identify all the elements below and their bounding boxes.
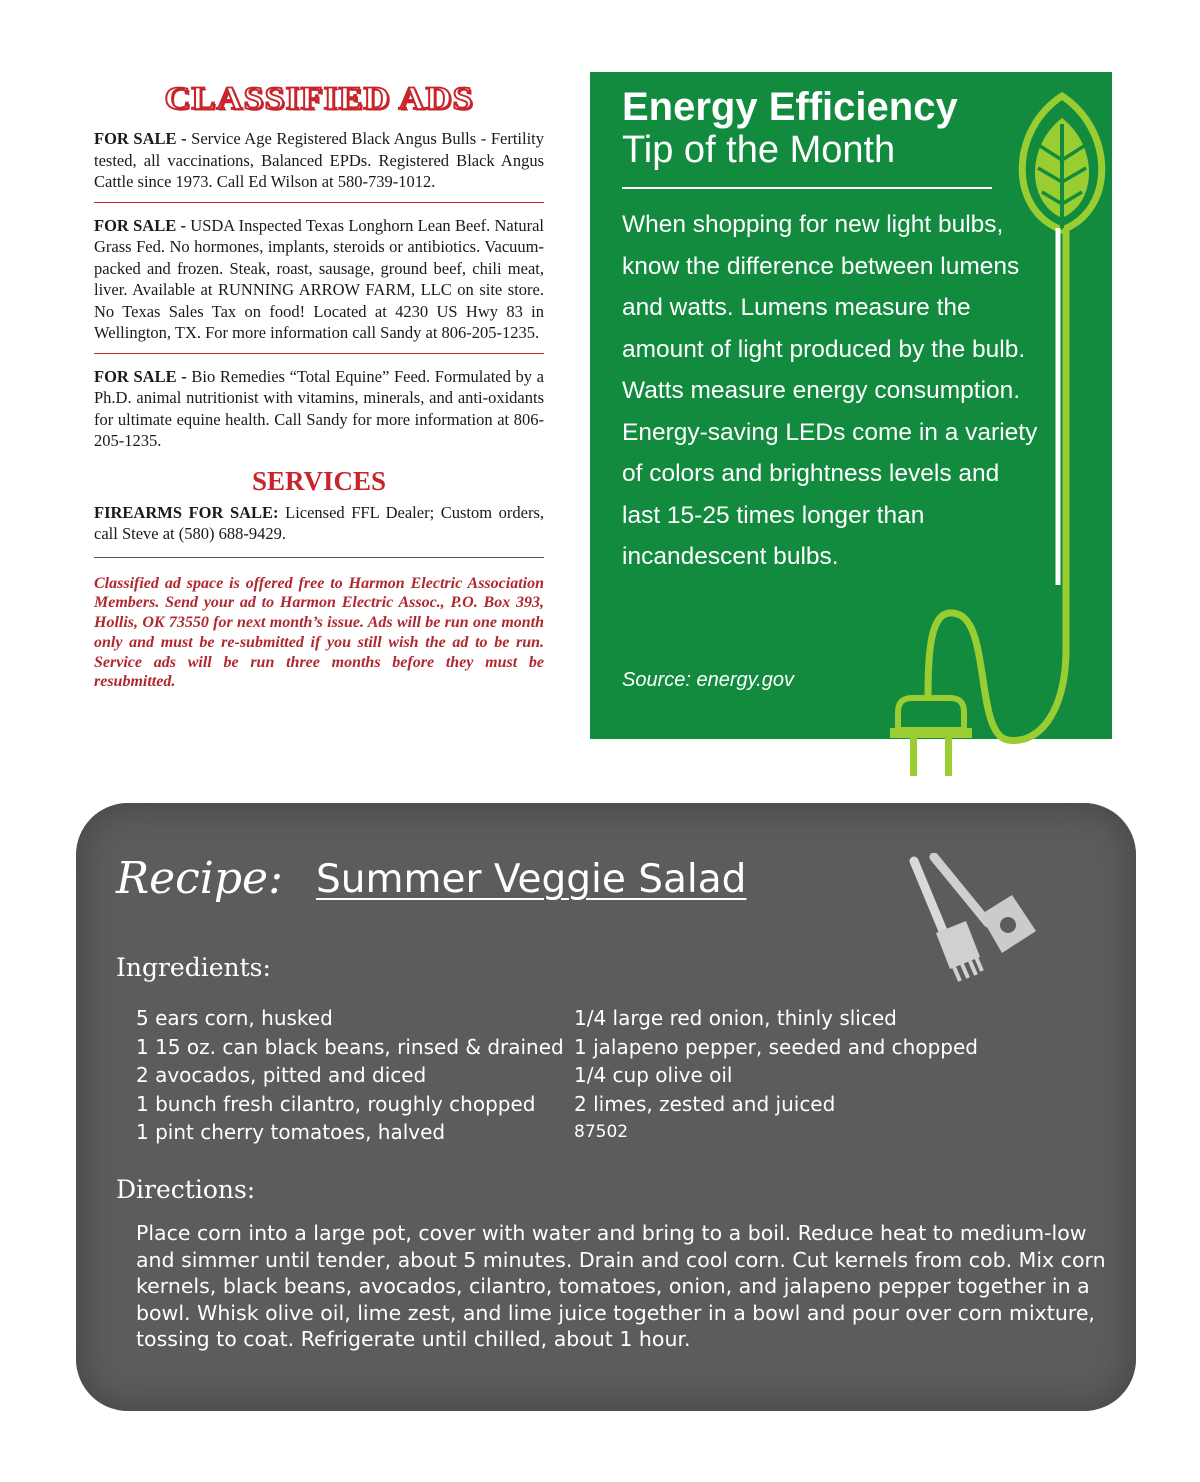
services-title: SERVICES — [251, 465, 387, 496]
ad-longhorn-beef — [94, 215, 544, 344]
directions-text: Place corn into a large pot, cover with water and bring to a boil. Reduce heat to medium-low and simmer until tender, about 5 minutes. Drain and cool corn. Cut kernels from cob. Mix corn kernels, black beans, avocados, cilantro, tomatoes, onion, and jalapeno pepper together in a bowl. Whisk olive oil, lime zest, and lime juice together in a bowl and pour over corn mixture, tossing to coat. Refrigerate until chilled, about 1 hour. — [136, 1221, 1106, 1351]
energy-source: Source: energy.gov — [622, 669, 794, 691]
directions-label: Directions: — [116, 1175, 256, 1204]
divider — [94, 353, 544, 354]
ad-lead: FOR SALE - — [94, 366, 187, 386]
ingredient-item: 2 avocados, pitted and diced — [136, 1063, 427, 1087]
energy-title: Energy Efficiency — [622, 85, 958, 129]
utensils-illustration — [904, 853, 1044, 983]
ad-lead: FOR SALE - — [94, 215, 186, 235]
classified-ads-title: CLASSIFIED ADS — [164, 80, 474, 116]
energy-body: When shopping for new light bulbs, know the difference between lumens and watts. Lumens measure the amount of light produced by the bulb. Watts measure energy consumption. Energy-saving LEDs come in a variety of colors and brightness levels and last 15-25 times longer than incandescent bulbs. — [622, 211, 1038, 570]
divider — [94, 557, 544, 558]
ingredients-right-column — [574, 1004, 978, 1147]
ingredient-item: 5 ears corn, husked — [136, 1006, 333, 1030]
classified-notice: Classified ad space is offered free to Harmon Electric Association Members. Send your ad to Harmon Electric Assoc., P.O. Box 393, Hollis, OK 73550 for next month’s issue. Ads will be run one month only and must be re-submitted if you still wish the ad to be run. Service ads will be run three months before they must be resubmitted. — [94, 574, 544, 691]
classified-ads-section — [94, 80, 544, 692]
ingredient-code: 87502 — [574, 1122, 629, 1142]
recipe-label: Recipe: — [116, 853, 283, 904]
service-lead: FIREARMS FOR SALE: — [94, 502, 279, 522]
ad-lead: FOR SALE - — [94, 129, 187, 148]
ingredient-item: 1 jalapeno pepper, seeded and chopped — [574, 1034, 978, 1059]
leaf-icon — [1022, 96, 1102, 230]
ad-text: Bio Remedies “Total Equine” Feed. Formulated by a Ph.D. animal nutritionist with vitamins, minerals, and anti-oxidants for ultimate equine health. Call Sandy for more information at 806-205-1235. — [94, 366, 544, 450]
plug-icon — [890, 698, 972, 776]
recipe-card — [76, 803, 1136, 1411]
ingredients-label: Ingredients: — [116, 953, 271, 982]
ingredient-item: 1 pint cherry tomatoes, halved — [136, 1120, 446, 1144]
service-firearms — [94, 502, 544, 545]
ingredient-item: 1 15 oz. can black beans, rinsed & drained — [136, 1034, 564, 1059]
ingredient-item: 1 bunch fresh cilantro, roughly chopped — [136, 1091, 536, 1116]
energy-subtitle: Tip of the Month — [622, 129, 896, 171]
leaf-plug-illustration — [890, 90, 1120, 790]
service-text: Licensed FFL Dealer; Custom orders, call Steve at (580) 688-9429. — [94, 502, 544, 543]
divider — [94, 202, 544, 203]
power-cord — [928, 228, 1066, 740]
ingredient-item: 2 limes, zested and juiced — [574, 1091, 836, 1116]
recipe-name: Summer Veggie Salad — [316, 857, 747, 902]
ingredient-item: 1/4 cup olive oil — [574, 1063, 733, 1087]
ingredient-item: 1/4 large red onion, thinly sliced — [574, 1006, 897, 1030]
ad-text: USDA Inspected Texas Longhorn Lean Beef. Natural Grass Fed. No hormones, implants, steroids or antibiotics. Vacuum-packed and frozen. Steak, roast, sausage, ground beef, chili meat, liver. Available at RUNNING ARROW FARM, LLC on site store. No Texas Sales Tax on food! Located at 4230 US Hwy 83 in Wellington, TX. For more information call Sandy at 806-205-1235. — [94, 215, 544, 342]
ingredients-left-column — [136, 1004, 564, 1147]
ad-equine-feed — [94, 366, 544, 452]
ad-angus-bulls — [94, 128, 544, 193]
ad-text: Service Age Registered Black Angus Bulls - Fertility tested, all vaccinations, Balanced EPDs. Registered Black Angus Cattle since 1973. Call Ed Wilson at 580-739-1012. — [94, 129, 544, 191]
